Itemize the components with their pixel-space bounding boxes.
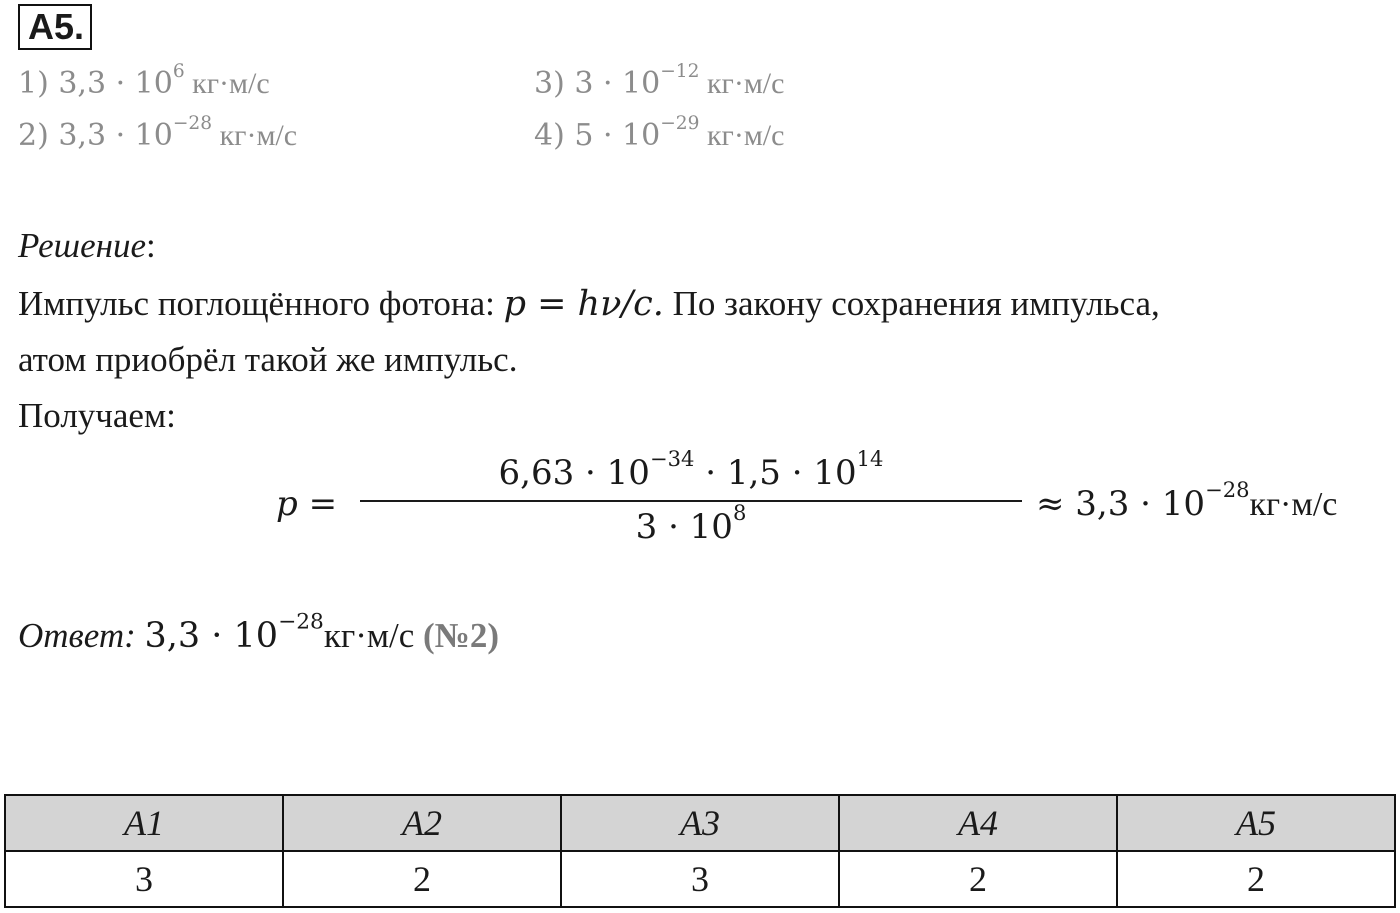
option-1 [18, 61, 270, 102]
option-4 [534, 113, 785, 154]
task-number: A5. [18, 4, 92, 50]
fraction-numerator [356, 448, 1026, 498]
formula-rhs [1036, 477, 1338, 524]
numerator-part-2: · 1,5 · 10 [694, 453, 857, 493]
table-header-cell: A1 [5, 795, 283, 851]
answer-line [18, 609, 500, 660]
solution-line-1-text: Импульс поглощённого фотона: [18, 284, 504, 323]
table-cell: 2 [283, 851, 561, 907]
solution-line-2: атом приобрёл такой же импульс. [18, 340, 518, 379]
option-3-value: 3) 3 · 10 [534, 66, 661, 101]
rhs-exp: −28 [1205, 477, 1250, 503]
denominator-exp: 8 [732, 500, 747, 526]
solution-label: Решение [18, 226, 147, 265]
formula-fraction [356, 448, 1026, 552]
option-3-exp: −12 [660, 61, 700, 83]
option-2-unit: кг·м/с [219, 119, 298, 152]
solution-line-3: Получаем: [18, 396, 176, 435]
table-header-row [5, 795, 1395, 851]
option-4-value: 4) 5 · 10 [534, 118, 661, 153]
option-1-value: 1) 3,3 · 10 [18, 66, 173, 101]
option-4-exp: −29 [660, 113, 700, 135]
solution-colon: : [146, 226, 156, 265]
option-4-unit: кг·м/с [706, 119, 785, 152]
option-2 [18, 113, 298, 154]
solution-heading [18, 226, 156, 266]
numerator-exp-2: 14 [856, 446, 884, 472]
option-1-unit: кг·м/с [192, 67, 270, 100]
answer-label: Ответ: [18, 616, 136, 655]
table-cell: 3 [561, 851, 839, 907]
table-cell: 2 [839, 851, 1117, 907]
solution-line-1-rest: По закону сохранения импульса, [663, 284, 1160, 323]
option-1-exp: 6 [172, 61, 185, 83]
table-cell: 2 [1117, 851, 1395, 907]
table-header-cell: A5 [1117, 795, 1395, 851]
answer-exp: −28 [278, 609, 324, 635]
denominator-part: 3 · 10 [635, 507, 733, 547]
table-row [5, 851, 1395, 907]
answer-unit: кг·м/с [323, 616, 415, 655]
option-2-exp: −28 [172, 113, 213, 135]
table-header-cell: A4 [839, 795, 1117, 851]
table-cell: 3 [5, 851, 283, 907]
numerator-exp-1: −34 [649, 446, 695, 472]
answers-table [4, 794, 1396, 908]
option-2-value: 2) 3,3 · 10 [18, 118, 173, 153]
table-header-cell: A2 [283, 795, 561, 851]
table-header-cell: A3 [561, 795, 839, 851]
option-3 [534, 61, 785, 102]
option-3-unit: кг·м/с [706, 67, 785, 100]
answer-value: 3,3 · 10 [144, 616, 279, 656]
numerator-part-1: 6,63 · 10 [498, 453, 650, 493]
rhs-value: ≈ 3,3 · 10 [1036, 484, 1206, 524]
rhs-unit: кг·м/с [1249, 486, 1338, 523]
formula-lhs: p = [276, 484, 338, 524]
momentum-formula: p = hν/c. [503, 284, 664, 324]
fraction-denominator [356, 502, 1026, 552]
solution-line-1 [18, 284, 1160, 324]
answer-number: (№2) [423, 616, 500, 655]
